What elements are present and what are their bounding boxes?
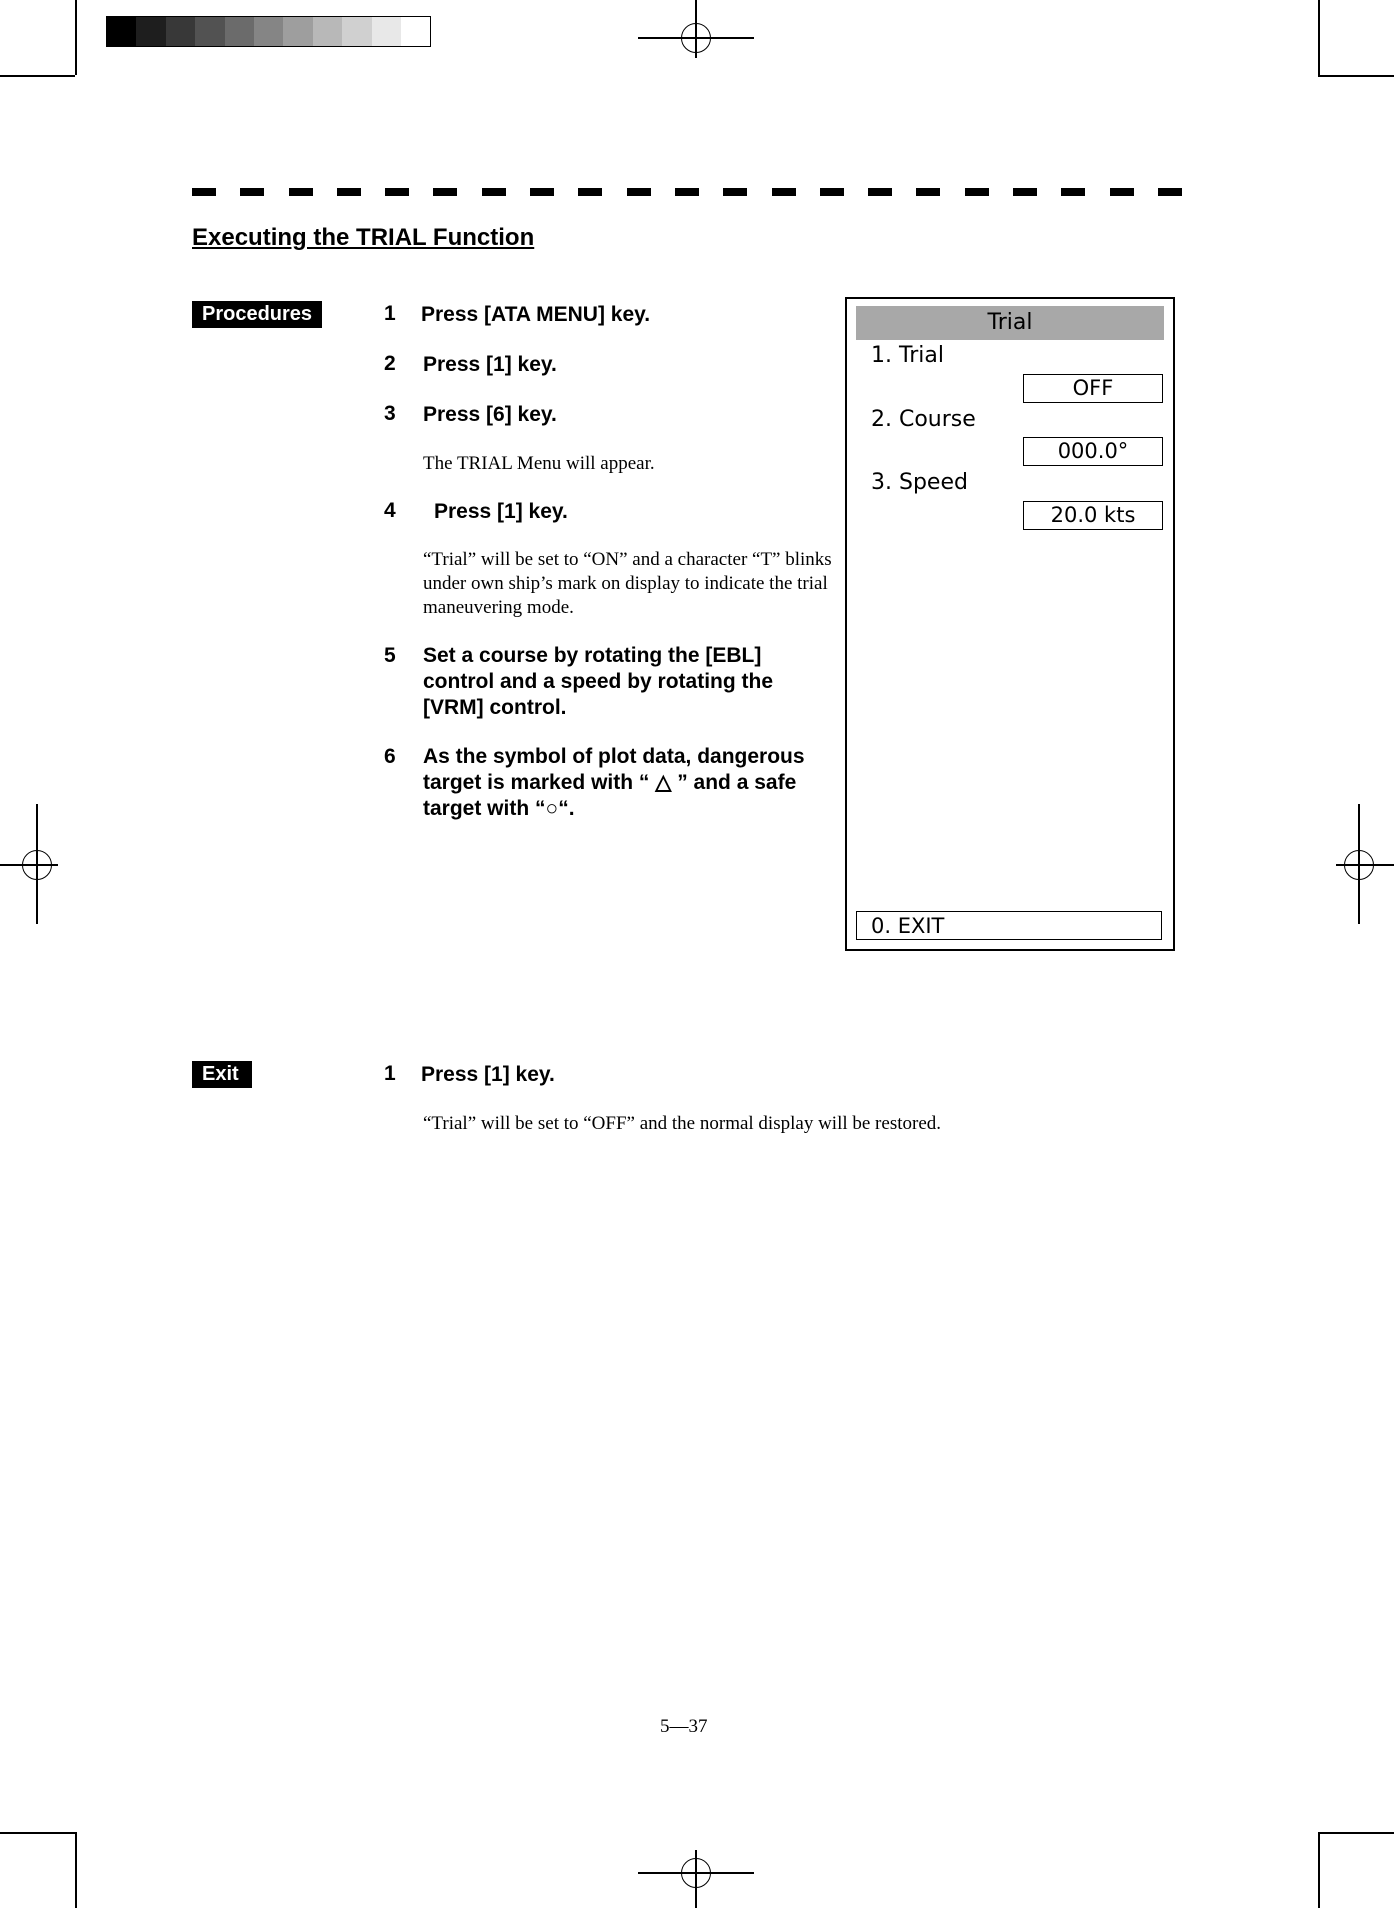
trial-menu-panel [845,297,1175,951]
step-number: 5 [384,644,396,667]
menu-item-trial[interactable]: 1. Trial [871,343,944,368]
dashed-separator [192,188,1182,196]
menu-item-course[interactable]: 2. Course [871,407,976,432]
speed-value-box[interactable]: 20.0 kts [1023,501,1163,530]
step-text: Set a course by rotating the [EBL] control and a speed by rotating the [VRM] control. [423,644,774,719]
section-heading: Executing the TRIAL Function [192,224,535,251]
menu-item-speed[interactable]: 3. Speed [871,470,968,495]
procedures-label: Procedures [192,301,322,328]
step-text: Press [1] key. [421,1063,555,1086]
step-note: “Trial” will be set to “OFF” and the normal display will be restored. [423,1113,942,1134]
step-number: 2 [384,352,396,375]
step-text: Press [6] key. [423,403,557,426]
course-value-box[interactable]: 000.0° [1023,437,1163,466]
grayscale-calibration-bar [106,16,431,47]
step-number: 6 [384,745,396,768]
step-number: 4 [384,499,396,522]
menu-exit-button[interactable]: 0. EXIT [856,911,1162,940]
exit-label: Exit [192,1061,252,1088]
step-text: Press [1] key. [434,500,568,523]
trial-value-box[interactable]: OFF [1023,374,1163,403]
step-number: 3 [384,402,396,425]
menu-title: Trial [856,306,1164,340]
step-note: “Trial” will be set to “ON” and a character “T” blinks under own ship’s mark on display to indicate the trial maneuvering mode. [423,549,832,618]
step-text: Press [ATA MENU] key. [421,303,651,326]
step-note: The TRIAL Menu will appear. [423,453,655,474]
page-number: 5—37 [660,1716,708,1737]
step-number: 1 [384,302,396,325]
step-text: Press [1] key. [423,353,557,376]
step-text: As the symbol of plot data, dangerous target is marked with “ △ ” and a safe target with “○“. [423,745,805,820]
step-number: 1 [384,1062,396,1085]
